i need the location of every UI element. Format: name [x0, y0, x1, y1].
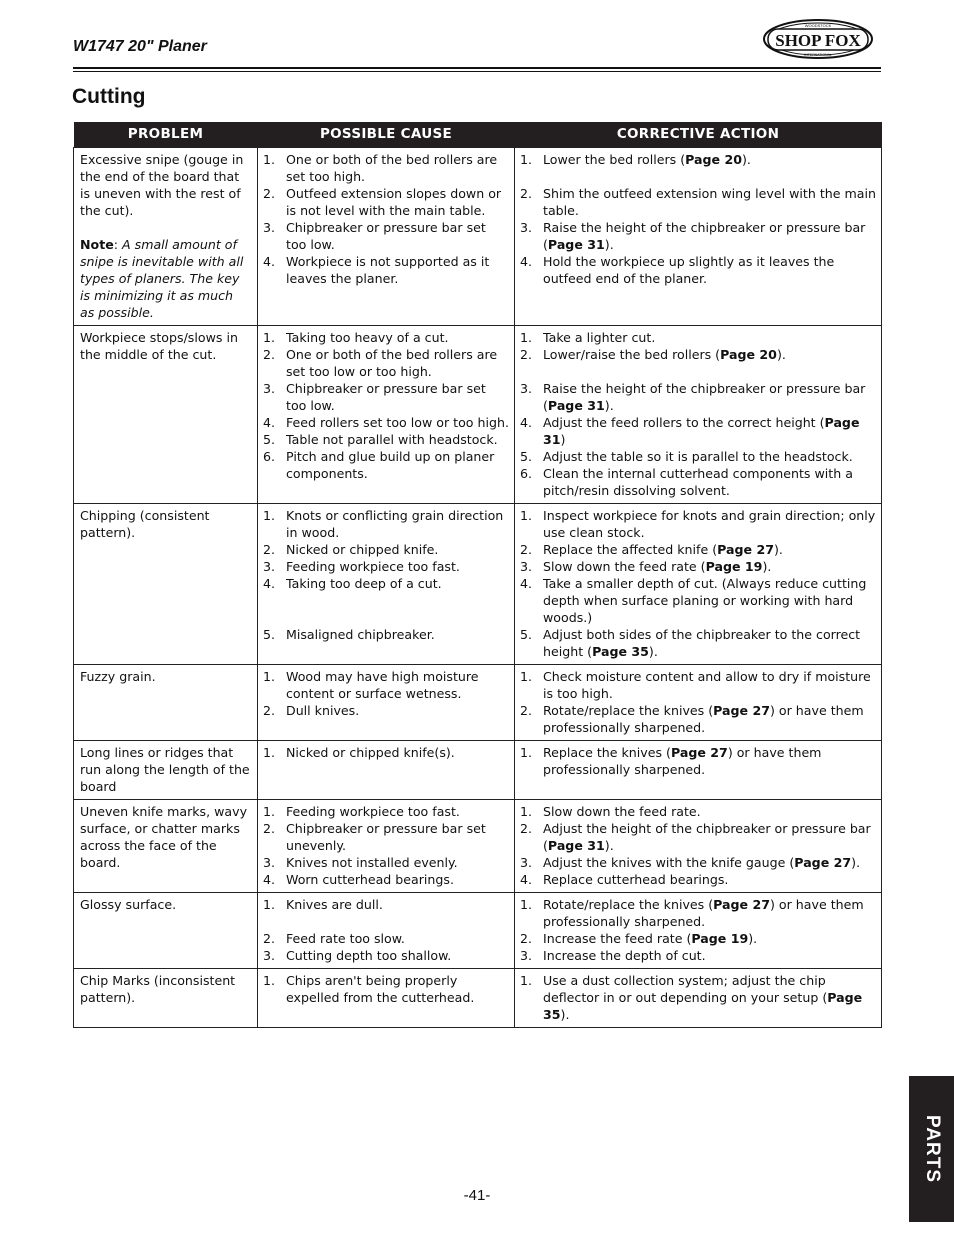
cause-item: 3. Feeding workpiece too fast. [263, 559, 460, 574]
problem-text: Excessive snipe (gouge in the end of the board that is uneven with the rest of the cut). [80, 152, 244, 218]
action-item: 3. Raise the height of the chipbreaker or pressure bar (Page 31). [520, 220, 866, 252]
action-cell [515, 504, 882, 665]
problem-cell [74, 741, 258, 800]
action-item: 2. Rotate/replace the knives (Page 27) or have them professionally sharpened. [520, 703, 864, 735]
table-row [74, 800, 882, 893]
action-cell [515, 741, 882, 800]
header-problem: PROBLEM [74, 122, 258, 148]
action-cell [515, 800, 882, 893]
action-item: 4. Replace cutterhead bearings. [520, 872, 729, 887]
cause-cell [258, 893, 515, 969]
document-title: W1747 20" Planer [73, 38, 207, 55]
problem-cell [74, 148, 258, 326]
problem-text: Chipping (consistent pattern). [80, 508, 210, 540]
section-title: Cutting [72, 85, 146, 108]
cause-item: 5. Misaligned chipbreaker. [263, 627, 435, 642]
problem-text: Long lines or ridges that run along the length of the board [80, 745, 250, 794]
cause-item: 1. Feeding workpiece too fast. [263, 804, 460, 819]
problem-text: Uneven knife marks, wavy surface, or chatter marks across the face of the board. [80, 804, 248, 870]
action-item: 3. Increase the depth of cut. [520, 948, 706, 963]
cause-item: 4. Taking too deep of a cut. [263, 576, 442, 591]
cause-item: 4. Worn cutterhead bearings. [263, 872, 454, 887]
problem-cell [74, 504, 258, 665]
cause-item: 1. Nicked or chipped knife(s). [263, 745, 455, 760]
cause-item: 3. Cutting depth too shallow. [263, 948, 452, 963]
action-item: 3. Raise the height of the chipbreaker or pressure bar (Page 31). [520, 381, 866, 413]
cause-item: 4. Workpiece is not supported as it leaves the planer. [263, 254, 490, 286]
action-item: 1. Check moisture content and allow to dry if moisture is too high. [520, 669, 871, 701]
cause-item: 1. Chips aren't being properly expelled from the cutterhead. [263, 973, 475, 1005]
parts-tab-label: PARTS [921, 1115, 943, 1183]
cause-cell [258, 326, 515, 504]
action-item: 4. Hold the workpiece up slightly as it leaves the outfeed end of the planer. [520, 254, 835, 286]
action-item: 2. Increase the feed rate (Page 19). [520, 931, 758, 946]
troubleshooting-table [73, 122, 882, 1028]
cause-item: 6. Pitch and glue build up on planer components. [263, 449, 495, 481]
action-item: 4. Adjust the feed rollers to the correct height (Page 31) [520, 415, 860, 447]
table-row [74, 741, 882, 800]
problem-cell [74, 800, 258, 893]
cause-item: 3. Chipbreaker or pressure bar set too low. [263, 381, 486, 413]
header-rule [73, 67, 881, 69]
cause-item: 1. One or both of the bed rollers are set too high. [263, 152, 498, 184]
action-item: 3. Adjust the knives with the knife gauge (Page 27). [520, 855, 861, 870]
cause-item: 5. Table not parallel with headstock. [263, 432, 498, 447]
cause-item: 3. Chipbreaker or pressure bar set too low. [263, 220, 486, 252]
problem-cell [74, 665, 258, 741]
table-header-row [74, 122, 882, 148]
cause-cell [258, 741, 515, 800]
cause-item: 2. Dull knives. [263, 703, 360, 718]
action-item: 2. Replace the affected knife (Page 27). [520, 542, 783, 557]
cause-cell [258, 504, 515, 665]
problem-cell [74, 326, 258, 504]
svg-text:SHOP FOX: SHOP FOX [775, 31, 861, 50]
problem-text: Glossy surface. [80, 897, 177, 912]
problem-cell [74, 969, 258, 1028]
action-item: 1. Replace the knives (Page 27) or have them professionally sharpened. [520, 745, 822, 777]
cause-item: 2. Outfeed extension slopes down or is not level with the main table. [263, 186, 502, 218]
action-item: 5. Adjust both sides of the chipbreaker to the correct height (Page 35). [520, 627, 861, 659]
svg-text:WOODSTOCK: WOODSTOCK [804, 23, 832, 28]
action-cell [515, 326, 882, 504]
table-row [74, 893, 882, 969]
problem-text: Fuzzy grain. [80, 669, 156, 684]
header-corrective-action: CORRECTIVE ACTION [515, 122, 882, 148]
shop-fox-logo [762, 18, 874, 60]
action-item: 4. Take a smaller depth of cut. (Always reduce cutting depth when surface planing or working with hard woods.) [520, 576, 867, 625]
table-row [74, 665, 882, 741]
cause-item: 1. Knives are dull. [263, 897, 383, 912]
cause-item: 2. Feed rate too slow. [263, 931, 405, 946]
action-item: 1. Lower the bed rollers (Page 20). [520, 152, 751, 167]
cause-item: 4. Feed rollers set too low or too high. [263, 415, 509, 430]
action-item: 6. Clean the internal cutterhead components with a pitch/resin dissolving solvent. [520, 466, 853, 498]
action-item: 3. Slow down the feed rate (Page 19). [520, 559, 772, 574]
cause-cell [258, 148, 515, 326]
action-item: 2. Shim the outfeed extension wing level with the main table. [520, 186, 876, 218]
action-cell [515, 969, 882, 1028]
cause-item: 2. Nicked or chipped knife. [263, 542, 439, 557]
action-item: 1. Use a dust collection system; adjust the chip deflector in or out depending on your setup (Page 35). [520, 973, 863, 1022]
cause-item: 1. Wood may have high moisture content or surface wetness. [263, 669, 479, 701]
table-row [74, 504, 882, 665]
action-item: 1. Rotate/replace the knives (Page 27) or have them professionally sharpened. [520, 897, 864, 929]
header-possible-cause: POSSIBLE CAUSE [258, 122, 515, 148]
svg-text:INTERNATIONAL: INTERNATIONAL [804, 53, 832, 57]
action-item: 2. Adjust the height of the chipbreaker or pressure bar (Page 31). [520, 821, 871, 853]
action-item: 1. Inspect workpiece for knots and grain direction; only use clean stock. [520, 508, 876, 540]
page-number: -41- [463, 1187, 491, 1204]
action-cell [515, 665, 882, 741]
header-rule-thin [73, 71, 881, 72]
cause-item: 1. Knots or conflicting grain direction in wood. [263, 508, 504, 540]
problem-cell [74, 893, 258, 969]
cause-cell [258, 800, 515, 893]
cause-item: 1. Taking too heavy of a cut. [263, 330, 449, 345]
action-cell [515, 148, 882, 326]
action-item: 5. Adjust the table so it is parallel to the headstock. [520, 449, 853, 464]
problem-text: Chip Marks (inconsistent pattern). [80, 973, 236, 1005]
action-item: 2. Lower/raise the bed rollers (Page 20). [520, 347, 786, 362]
cause-item: 3. Knives not installed evenly. [263, 855, 458, 870]
cause-cell [258, 969, 515, 1028]
cause-item: 2. Chipbreaker or pressure bar set unevenly. [263, 821, 486, 853]
problem-note: Note: A small amount of snipe is inevitable with all types of planers. The key is minimizing it as much as possible. [80, 237, 244, 320]
cause-cell [258, 665, 515, 741]
table-row [74, 326, 882, 504]
action-cell [515, 893, 882, 969]
problem-text: Workpiece stops/slows in the middle of the cut. [80, 330, 238, 362]
table-row [74, 148, 882, 326]
action-item: 1. Take a lighter cut. [520, 330, 656, 345]
cause-item: 2. One or both of the bed rollers are set too low or too high. [263, 347, 498, 379]
action-item: 1. Slow down the feed rate. [520, 804, 701, 819]
table-row [74, 969, 882, 1028]
